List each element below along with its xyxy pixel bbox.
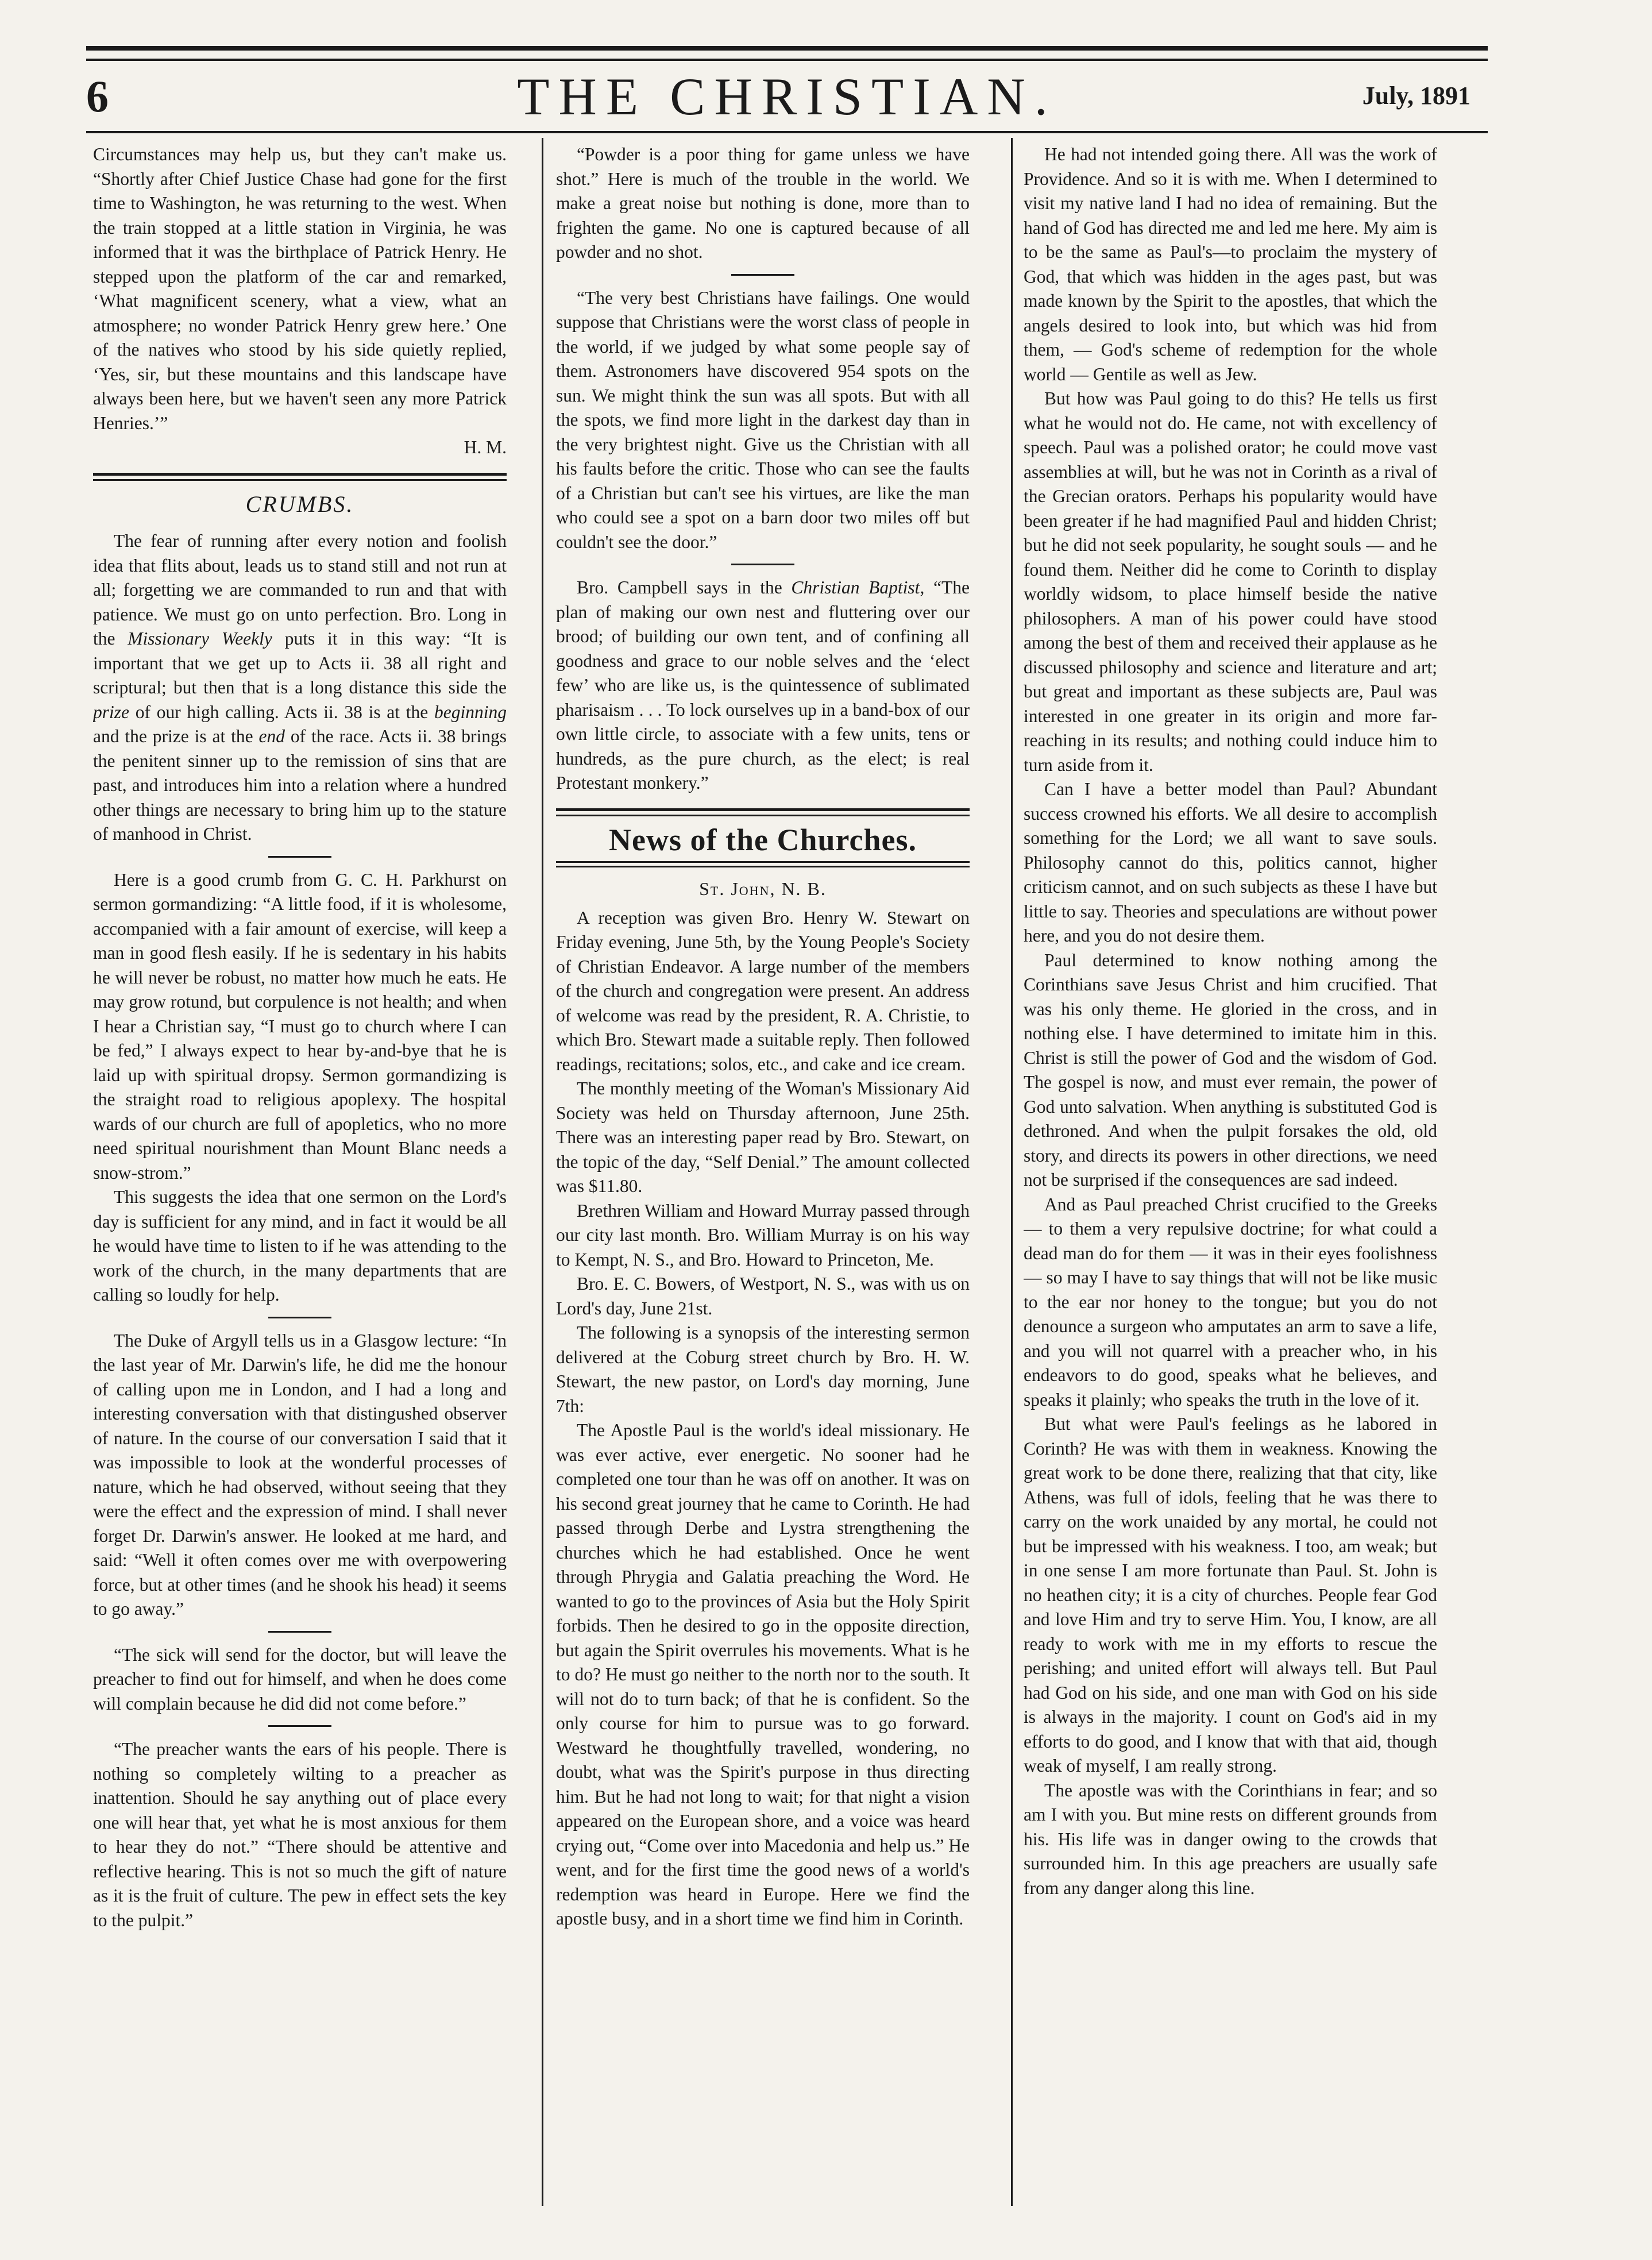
sermon-paragraph: And as Paul preached Christ crucified to the Greeks — to them a very repulsive doctrine; for what could a dead man do for them — it was in their eyes foolishness — so may I have to say things that will not be like music to the ear nor honey to the tongue; but you do not denounce a surgeon who amputates an arm to save a life, and you will not quarrel with a preacher who, in his endeavors to do good, speaks what he believes, and speaks it plainly; who speaks the truth in the love of it. — [1024, 1194, 1437, 1410]
section-rule — [556, 808, 970, 816]
crumbs-paragraph: This suggests the idea that one sermon on the Lord's day is sufficient for any mind, and in fact it would be all he would have time to listen to if he was attending to the work of the church, in the many departments that are calling so loudly for help. — [93, 1187, 507, 1305]
sermon-paragraph: The Apostle Paul is the world's ideal missionary. He was ever active, ever energetic. No sooner had he completed one tour than he was off on another. It was on his second great journey that he came to Corinth. He had passed through Derbe and Lystra strengthening the churches which he had established. Once he went through Phrygia and Galatia preaching the Word. He wanted to go to the provinces of Asia but the Holy Spirit forbids. Then he desired to go in the opposite direction, but again the Spirit overrules his movements. What is he to do? He must go neither to the north nor to the south. It will not do to turn back; of that he is confident. So the only course for him to pursue was to go forward. Westward he thoughtfully travelled, wondering, no doubt, what was the Spirit's purpose in thus directing him. But he had not long to wait; for that night a vision appeared on the European shore, and a voice was heard crying out, “Come over into Macedonia and help us.” He went, and for the first time the good news of a world's redemption was heard in Europe. Here we find the apostle busy, and in a short time we find him in Corinth. — [556, 1420, 970, 1929]
column-rule — [542, 138, 543, 2206]
emphasis: beginning — [434, 701, 507, 722]
sick-paragraph: “The sick will send for the doctor, but will leave the preacher to find out for himself, and when he does come will complain because he did did not come before.” — [93, 1644, 507, 1714]
emphasis: end — [258, 726, 285, 746]
text-run: The fear of running after every notion and foolish idea that flits about, leads us to stand still and not run at all; forgetting we are commanded to run and that with patience. We must go on unto perfection. Bro. Long in the — [93, 531, 507, 649]
news-section-title: News of the Churches. — [609, 822, 917, 857]
sermon-paragraph: Can I have a better model than Paul? Abundant success crowned his efforts. We all desire to accomplish something for the Lord; we all want to save souls. Philosophy cannot do this, politics cannot, higher criticism cannot, and on such subjects as these I have but little to say. Theories and speculations are without power here, and you do not desire them. — [1024, 779, 1437, 946]
issue-date: July, 1891 — [1362, 82, 1470, 110]
text-run: of our high calling. Acts ii. 38 is at the — [129, 701, 434, 722]
publication-name: Christian Baptist — [791, 577, 920, 597]
text-run: of the race. Acts ii. 38 brings the penitent sinner up to the remission of sins that are past, and introduces him into a relation where a hundred other things are necessary to bring him up to the stature of manhood in Christ. — [93, 726, 507, 844]
short-rule — [268, 1725, 331, 1727]
sermon-paragraph: But how was Paul going to do this? He tells us first what he would not do. He came, not with excellency of speech. Paul was a polished orator; he could move vast assemblies at will, but he was not in Corinth as a rival of the Grecian orators. Perhaps his popularity would have been greater if he had magnified Paul and hidden Christ; but he did not seek popularity, he sought souls — and he found them. Neither did he come to Corinth to display worldly widsom, to place himself beside the native philosophers. A man of his power could have stood among the best of them and received their applause as he discussed philosophy and science and literature and art; but great and important as these subjects are, Paul was interested in one greater in its origin and more far-reaching in its results; and nothing could induce him to turn aside from it. — [1024, 388, 1437, 775]
argyll-paragraph: The Duke of Argyll tells us in a Glasgow lecture: “In the last year of Mr. Darwin's life, he did me the honour of calling upon me in London, and I had a long and interesting conversation with that distingushed observer of nature. In the course of our conversation I said that it was impossible to look at the wonderful processes of nature, which he had observed, without seeing that they were the effect and the expression of mind. I shall never forget Dr. Darwin's answer. He looked at me hard, and said: “Well it often comes over me with overpowering force, but at other times (and he shook his head) it seems to go away.” — [93, 1330, 507, 1619]
column-2 — [556, 142, 970, 2211]
text-run: , “The plan of making our own nest and fluttering over our brood; of building our own tent, and of confining all goodness and grace to our noble selves and the ‘elect few’ who are like us, is the quintessence of sublimated pharisaism . . . To lock ourselves up in a band-box of our own little circle, to associate with a few units, tens or hundreds, as the pure church, as the elect; is real Protestant monkery.” — [556, 577, 970, 793]
chase-signature: H. M. — [464, 437, 507, 457]
short-rule — [268, 1317, 331, 1318]
column-rule — [1011, 138, 1013, 2206]
column-3 — [1024, 142, 1437, 2211]
failings-paragraph: “The very best Christians have failings. One would suppose that Christians were the worst class of people in the world, if we judged by what some people say of them. Astronomers have discovered 954 spots on the sun. We might think the sun was all spots. But with all the spots, we find more light in the darkest day than in the very brightest night. Give us the Christian with all his faults before the critic. Those who can see the faults of a Christian but can't see his virtues, are like the man who could see a spot on a barn door two miles off but couldn't see the door.” — [556, 287, 970, 552]
text-run: Bro. Campbell says in the — [577, 577, 792, 597]
column-1 — [93, 142, 507, 2211]
short-rule — [731, 564, 794, 565]
top-rule — [86, 46, 1488, 61]
sermon-paragraph: The apostle was with the Corinthians in fear; and so am I with you. But mine rests on different grounds from his. His life was in danger owing to the crowds that surrounded him. In this age preachers are usually safe from any danger along this line. — [1024, 1780, 1437, 1898]
sermon-paragraph: But what were Paul's feelings as he labored in Corinth? He was with them in weakness. Knowing the great work to be done there, realizing that that city, like Athens, was full of idols, feeling that he was there to carry on the work unaided by any mortal, he could not but be impressed with his weakness. I too, am weak; but in one sense I am more fortunate than Paul. St. John is no heathen city; it is a city of churches. People fear God and love Him and try to serve Him. You, I know, are all ready to work with me in my efforts to rescue the perishing; and united effort will always tell. But Paul had God on his side, and one man with God on his side is always in the majority. I count on God's aid in my efforts to do good, and I know that with that aid, though weak of myself, I am really strong. — [1024, 1414, 1437, 1776]
sermon-paragraph: He had not intended going there. All was the work of Providence. And so it is with me. When I determined to visit my native land I had no idea of remaining. But the hand of God has directed me and led me here. My aim is to be the same as Paul's—to proclaim the mystery of God, that which was hidden in the ages past, but was made known by the Spirit to the apostles, that which the angels desired to look into, but which was hid from them, — God's scheme of redemption for the whole world — Gentile as well as Jew. — [1024, 144, 1437, 384]
sermon-paragraph: Paul determined to know nothing among the Corinthians save Jesus Christ and him crucified. That was his only theme. He gloried in the cross, and in nothing else. I have determined to imitate him in this. Christ is still the power of God and the wisdom of God. The gospel is now, and must ever remain, the power of God unto salvation. When anything is substituted God is dethroned. And when the pulpit forsakes the old, old story, and directs its powers in other directions, we need not be surprised if the consequences are sad indeed. — [1024, 950, 1437, 1190]
page-number: 6 — [86, 71, 109, 121]
section-rule — [93, 473, 507, 481]
news-paragraph: The monthly meeting of the Woman's Missionary Aid Society was held on Thursday afternoon, June 25th. There was an interesting paper read by Bro. Stewart, on the topic of the day, “Self Denial.” The amount collected was $11.80. — [556, 1078, 970, 1196]
news-paragraph: Brethren William and Howard Murray passed through our city last month. Bro. William Murray is on his way to Kempt, N. S., and Bro. Howard to Princeton, Me. — [556, 1200, 970, 1270]
page-header — [86, 68, 1488, 125]
crumbs-paragraph — [93, 529, 507, 847]
short-rule — [268, 1631, 331, 1633]
campbell-paragraph — [556, 576, 970, 796]
publication-name: Missionary Weekly — [128, 628, 272, 649]
crumbs-paragraph: Here is a good crumb from G. C. H. Parkhurst on sermon gormandizing: “A little food, if it is wholesome, accompanied with a fair amount of exercise, will keep a man in good flesh easily. If he is sedentary in his habits he will never be robust, no matter how much he eats. He may grow rotund, but corpulence is not health; and when I hear a Christian say, “I must go to church where I can be fed,” I always expect to hear by-and-bye that he is laid up with spiritual dropsy. Sermon gormandizing is the straight road to religious apoplexy. The hospital wards of our church are full of apopletics, who no more need spiritual nourishment than Mount Blanc needs a snow-strom.” — [93, 869, 507, 1183]
news-dateline: St. John, N. B. — [699, 878, 827, 899]
emphasis: prize — [93, 701, 129, 722]
powder-paragraph: “Powder is a poor thing for game unless we have shot.” Here is much of the trouble in the world. We make a great noise but nothing is done, more than to frighten the game. No one is captured because of all powder and no shot. — [556, 144, 970, 262]
chase-paragraph: Circumstances may help us, but they can't make us. “Shortly after Chief Justice Chase had gone for the first time to Washington, he was returning to the west. When the train stopped at a little station in Virginia, he was informed that it was the birthplace of Patrick Henry. He stepped upon the platform of the car and remarked, ‘What magnificent scenery, what a view, what an atmosphere; no wonder Patrick Henry grew here.’ One of the natives who stood by his side quietly replied, ‘Yes, sir, but these mountains and this landscape have always been here, but we haven't seen any more Patrick Henries.’” — [93, 144, 507, 433]
text-run: puts it in this way: “It is important that we get up to Acts ii. 38 all right and scriptural; but then that is a long distance this side the — [93, 628, 507, 697]
header-rule — [86, 131, 1488, 133]
text-run: and the prize is at the — [93, 726, 259, 746]
section-rule — [556, 861, 970, 867]
short-rule — [268, 856, 331, 858]
preacher-paragraph: “The preacher wants the ears of his people. There is nothing so completely wilting to a preacher as inattention. Should he say anything out of place every one will hear that, yet what he is most anxious for them to hear they do not.” “There should be attentive and reflective hearing. This is not so much the gift of nature as it is the fruit of culture. The pew in effect sets the key to the pulpit.” — [93, 1739, 507, 1930]
masthead-title: THE CHRISTIAN. — [517, 67, 1057, 126]
news-paragraph: Bro. E. C. Bowers, of Westport, N. S., was with us on Lord's day, June 21st. — [556, 1274, 970, 1318]
news-paragraph: A reception was given Bro. Henry W. Stewart on Friday evening, June 5th, by the Young People's Society of Christian Endeavor. A large number of the members of the church and congregation were present. An address of welcome was read by the president, R. A. Christie, to which Bro. Stewart made a suitable reply. Then followed readings, recitations; solos, etc., and cake and ice cream. — [556, 907, 970, 1074]
short-rule — [731, 274, 794, 276]
crumbs-title: CRUMBS. — [245, 491, 354, 517]
news-paragraph: The following is a synopsis of the interesting sermon delivered at the Coburg street church by Bro. H. W. Stewart, the new pastor, on Lord's day morning, June 7th: — [556, 1322, 970, 1416]
